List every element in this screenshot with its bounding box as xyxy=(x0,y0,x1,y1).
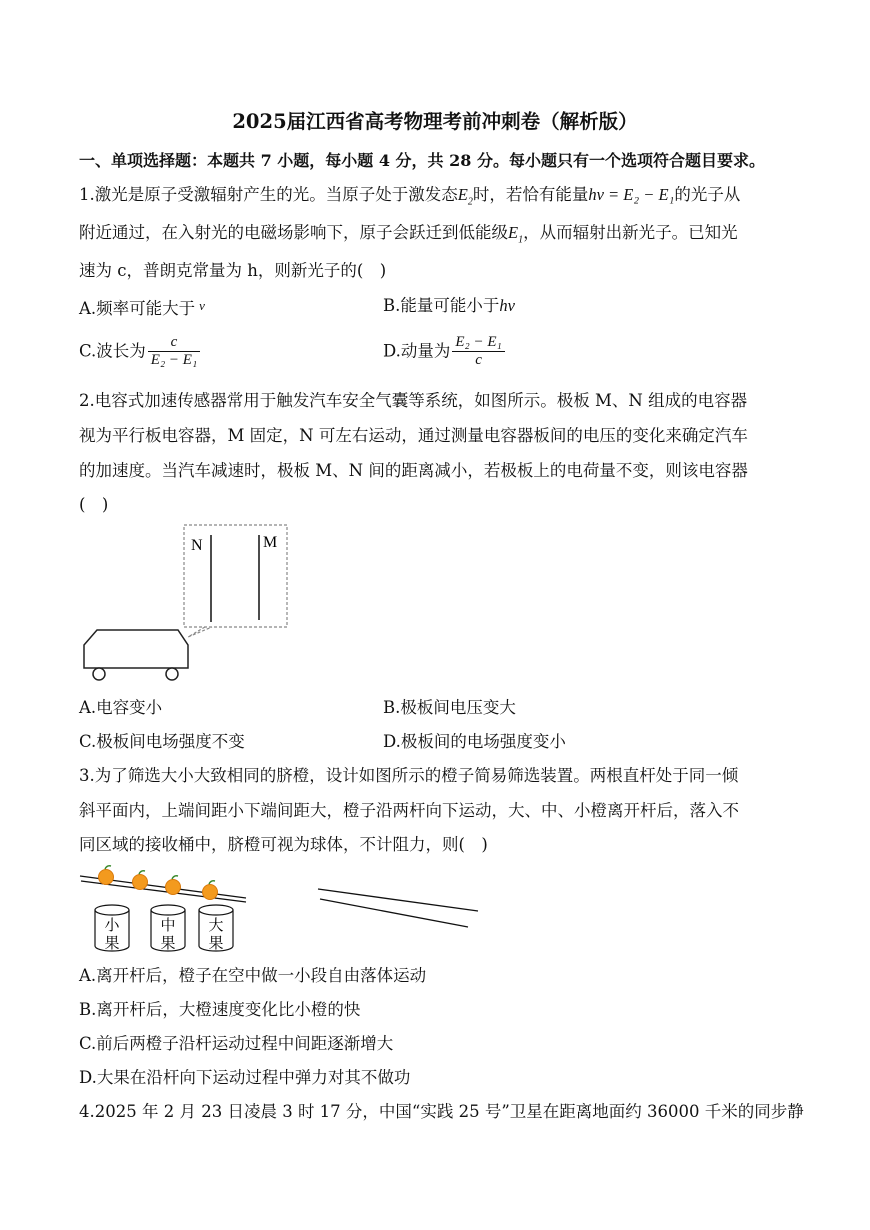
q2-option-c: C.极板间电场强度不变 xyxy=(79,732,245,751)
q1-option-c: C.波长为 $\frac{c}{\text{E₂ − E₁}}$ xyxy=(79,334,200,369)
q1-text-b: 时，若恰有能量 xyxy=(472,185,589,204)
q1-formula: hν = E₂ − E₁ xyxy=(588,185,675,204)
page-title: 2025届江西省高考物理考前冲刺卷（解析版） xyxy=(232,110,638,133)
q2-line3: 的加速度。当汽车减速时，极板 M、N 间的距离减小，若极板上的电荷量不变，则该电容器 xyxy=(79,461,748,480)
bin-small-char1: 小 xyxy=(104,918,120,934)
plate-m-label: M xyxy=(263,534,278,551)
q1-c-fraction: $\frac{c}{\text{E₂ − E₁}}$ xyxy=(148,334,200,369)
orange-2 xyxy=(133,871,148,890)
bin-small-char2: 果 xyxy=(104,936,120,952)
bin-medium-char1: 中 xyxy=(160,918,176,934)
orange-3 xyxy=(166,876,181,895)
q2-line1: 2.电容式加速传感器常用于触发汽车安全气囊等系统，如图所示。极板 M、N 组成的电容器 xyxy=(79,391,748,410)
callout-pointer xyxy=(188,627,212,637)
q3-option-d: D.大果在沿杆向下运动过程中弹力对其不做功 xyxy=(79,1068,411,1087)
q1-option-a: A.频率可能大于 $^\nu$ xyxy=(79,298,205,318)
q2-option-d: D.极板间的电场强度变小 xyxy=(383,732,566,751)
q2-option-b: B.极板间电压变大 xyxy=(383,698,516,717)
q3-option-a: A.离开杆后，橙子在空中做一小段自由落体运动 xyxy=(79,966,427,985)
q1-e1: $E_1$ xyxy=(508,223,524,246)
bin-large-char2: 果 xyxy=(208,936,224,952)
orange-sorter-figure xyxy=(78,862,488,958)
q1-text-c: 的光子从 xyxy=(674,185,741,204)
q3-line3: 同区域的接收桶中，脐橙可视为球体，不计阻力，则( ) xyxy=(79,835,488,854)
q2-option-a: A.电容变小 xyxy=(79,698,163,717)
q3-option-b: B.离开杆后，大橙速度变化比小橙的快 xyxy=(79,1000,361,1019)
topview-rail-1 xyxy=(318,889,478,911)
topview-rail-2 xyxy=(320,899,468,927)
q1-option-b: B.能量可能小于hν xyxy=(383,296,515,315)
q1-line1 xyxy=(79,184,740,213)
q3-line1: 3.为了筛选大小大致相同的脐橙，设计如图所示的橙子简易筛选装置。两根直杆处于同一倾 xyxy=(79,766,739,785)
q1-text-d: 附近通过，在入射光的电磁场影响下，原子会跃迁到低能级 xyxy=(79,223,508,242)
q2-line2: 视为平行板电容器，M 固定，N 可左右运动，通过测量电容器板间的电压的变化来确定汽车 xyxy=(79,426,748,445)
orange-4 xyxy=(203,881,218,900)
q1-text-a: 1.激光是原子受激辐射产生的光。当原子处于激发态 xyxy=(79,185,458,204)
car-wheel-right xyxy=(166,668,178,680)
q4-line1: 4.2025 年 2 月 23 日凌晨 3 时 17 分，中国“实践 25 号”卫星在距离地面约 36000 千米的同步静 xyxy=(79,1102,804,1121)
car-wheel-left xyxy=(93,668,105,680)
bin-large-char1: 大 xyxy=(208,918,224,934)
q1-line3: 速为 c，普朗克常量为 h，则新光子的( ) xyxy=(79,261,387,280)
q1-text-e: ，从而辐射出新光子。已知光 xyxy=(523,223,738,242)
q2-line4: ( ) xyxy=(79,495,109,514)
section-heading: 一、单项选择题：本题共 7 小题，每小题 4 分，共 28 分。每小题只有一个选项符合题目要求。 xyxy=(79,151,765,170)
q1-line2 xyxy=(79,222,738,251)
bin-medium-char2: 果 xyxy=(160,936,176,952)
car-body xyxy=(84,630,188,668)
q1-d-fraction: $\frac{\text{E₂ − E₁}}{c}$ xyxy=(452,334,504,369)
orange-1 xyxy=(99,866,114,885)
q3-line2: 斜平面内，上端间距小下端间距大，橙子沿两杆向下运动，大、中、小橙离开杆后，落入不 xyxy=(79,801,739,820)
capacitor-car-figure xyxy=(80,520,300,685)
plate-n-label: N xyxy=(191,537,203,554)
q1-e2: $E_2$ xyxy=(457,185,473,208)
q3-option-c: C.前后两橙子沿杆运动过程中间距逐渐增大 xyxy=(79,1034,394,1053)
q1-option-d: D.动量为 $\frac{\text{E₂ − E₁}}{c}$ xyxy=(383,334,505,369)
